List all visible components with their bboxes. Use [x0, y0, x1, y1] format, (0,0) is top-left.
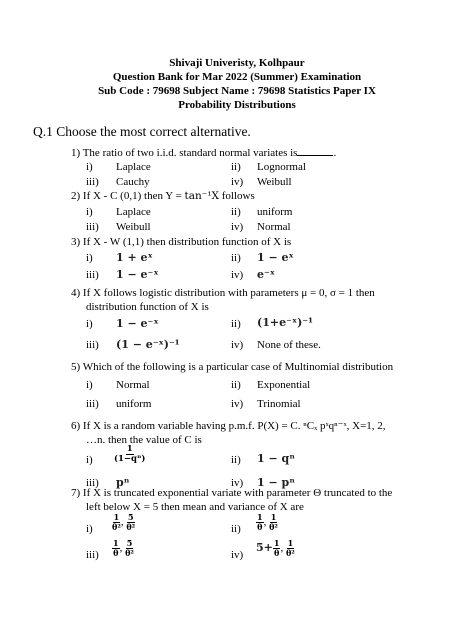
fraction — [125, 539, 134, 558]
option-text: uniform — [257, 206, 293, 218]
question-4-stem-line1: 4) If X follows logistic distribution with parameters μ = 0, σ = 1 then — [71, 287, 375, 299]
option-number: iv) — [231, 398, 244, 410]
inverse-tangent-expression: tan⁻¹X — [184, 190, 219, 202]
option-text: None of these. — [257, 339, 321, 351]
option-text: Normal — [257, 221, 291, 233]
fraction-numerator: 1 — [113, 538, 119, 548]
fraction-numerator: 1 — [273, 538, 280, 548]
option-number: ii) — [231, 523, 241, 535]
fraction-denominator: θ² — [125, 548, 134, 558]
answer-blank — [297, 146, 333, 156]
option-number: iv) — [231, 221, 244, 233]
option-number: iii) — [86, 221, 99, 233]
fraction-denominator: θ² — [112, 522, 121, 532]
option-formula: 1 − qⁿ — [257, 452, 295, 465]
option-number: ii) — [231, 318, 241, 330]
option-formula — [256, 513, 278, 532]
option-number: ii) — [231, 161, 241, 173]
option-formula: 1 − e⁻ˣ — [116, 317, 159, 330]
question-7-stem-line2: left below X = 5 then mean and variance of X are — [86, 501, 304, 513]
option-text: Trinomial — [257, 398, 301, 410]
option-number: i) — [86, 161, 93, 173]
option-text: Cauchy — [116, 176, 150, 188]
separator: , — [280, 542, 284, 555]
option-text: Exponential — [257, 379, 311, 391]
fraction-numerator: 1 — [270, 512, 277, 522]
fraction — [126, 513, 135, 532]
question-1-stem — [71, 146, 336, 160]
fraction — [286, 539, 295, 558]
option-formula — [112, 513, 135, 532]
university-name: Shivaji Univeristy, Kolhpaur — [169, 57, 305, 69]
question-6-stem-line1: 6) If X is a random variable having p.m.f. P(X) = C. ⁿCₓ pˣqⁿ⁻ˣ, X=1, 2, — [71, 420, 386, 432]
option-number: i) — [86, 454, 93, 466]
option-number: i) — [86, 379, 93, 391]
option-number: iii) — [86, 339, 99, 351]
option-number: i) — [86, 252, 93, 264]
question-2-stem-text: 2) If X - C (0,1) then Y = — [71, 190, 185, 202]
option-number: ii) — [231, 252, 241, 264]
fraction-numerator: 1 — [287, 538, 294, 548]
fraction — [112, 513, 121, 532]
fraction-denominator: (1−qⁿ) — [114, 454, 146, 464]
option-text: Weibull — [257, 176, 292, 188]
option-text: Lognormal — [257, 161, 306, 173]
fraction-numerator: 1 — [126, 444, 133, 454]
exam-title: Question Bank for Mar 2022 (Summer) Examination — [112, 71, 362, 83]
option-number: iv) — [231, 269, 244, 281]
option-text: Laplace — [116, 206, 151, 218]
question-7-stem-line1: 7) If X is truncated exponential variate with parameter Θ truncated to the — [71, 487, 393, 499]
separator: , — [263, 516, 267, 529]
fraction-denominator: θ² — [126, 522, 136, 532]
option-formula: 1 − eˣ — [257, 251, 294, 264]
option-formula: pⁿ — [116, 476, 130, 489]
fraction-numerator: 5 — [127, 512, 134, 522]
fraction — [269, 513, 278, 532]
option-number: iv) — [231, 477, 244, 489]
option-formula: (1+e⁻ˣ)⁻¹ — [257, 316, 313, 329]
option-number: ii) — [231, 379, 241, 391]
option-number: i) — [86, 206, 93, 218]
fraction-numerator: 1 — [257, 512, 263, 522]
question-2-stem-end: follows — [219, 190, 255, 202]
fraction — [114, 445, 145, 464]
formula-term: 5+ — [256, 541, 273, 555]
option-formula — [112, 539, 134, 558]
fraction — [256, 513, 264, 532]
option-number: i) — [86, 318, 93, 330]
topic-title: Probability Distributions — [178, 99, 296, 111]
fraction-denominator: θ² — [269, 522, 278, 532]
question-1-stem-text: 1) The ratio of two i.i.d. standard normal variates is — [71, 147, 298, 159]
fraction-denominator: θ — [257, 522, 263, 532]
option-formula: (1 − e⁻ˣ)⁻¹ — [116, 338, 180, 351]
option-formula: 1 − e⁻ˣ — [116, 268, 159, 281]
section-title: Q.1 Choose the most correct alternative. — [33, 124, 251, 139]
option-formula: 1 + eˣ — [116, 251, 153, 264]
fraction-denominator: θ² — [285, 548, 295, 558]
option-text: Weibull — [116, 221, 151, 233]
option-number: iii) — [86, 398, 99, 410]
question-5-stem: 5) Which of the following is a particular case of Multinomial distribution — [71, 361, 394, 373]
option-number: iii) — [86, 269, 99, 281]
option-number: iii) — [86, 176, 99, 188]
option-number: iv) — [231, 176, 244, 188]
option-formula — [114, 445, 145, 464]
question-6-stem-line2: …n. then the value of C is — [86, 434, 202, 446]
separator: , — [120, 516, 124, 529]
option-number: iii) — [86, 549, 99, 561]
fraction — [112, 539, 120, 558]
separator: , — [119, 542, 123, 555]
option-number: ii) — [231, 206, 241, 218]
question-2-stem — [71, 190, 255, 203]
option-text: Normal — [116, 379, 150, 391]
question-4-stem-line2: distribution function of X is — [86, 301, 209, 313]
option-number: iii) — [86, 477, 99, 489]
question-3-stem: 3) If X - W (1,1) then distribution function of X is — [71, 236, 292, 248]
option-number: i) — [86, 523, 93, 535]
subject-line: Sub Code : 79698 Subject Name : 79698 Statistics Paper IX — [98, 85, 376, 97]
fraction-numerator: 1 — [113, 512, 120, 522]
option-formula: e⁻ˣ — [257, 268, 276, 281]
question-1-stem-end: . — [333, 147, 337, 159]
option-number: iv) — [231, 549, 244, 561]
option-text: uniform — [116, 398, 152, 410]
fraction-denominator: θ — [273, 548, 280, 558]
option-number: ii) — [231, 454, 241, 466]
fraction-denominator: θ — [113, 548, 119, 558]
option-number: iv) — [231, 339, 244, 351]
fraction-numerator: 5 — [126, 538, 133, 548]
option-formula: 1 − pⁿ — [257, 476, 295, 489]
option-text: Laplace — [116, 161, 151, 173]
option-formula — [256, 539, 295, 558]
